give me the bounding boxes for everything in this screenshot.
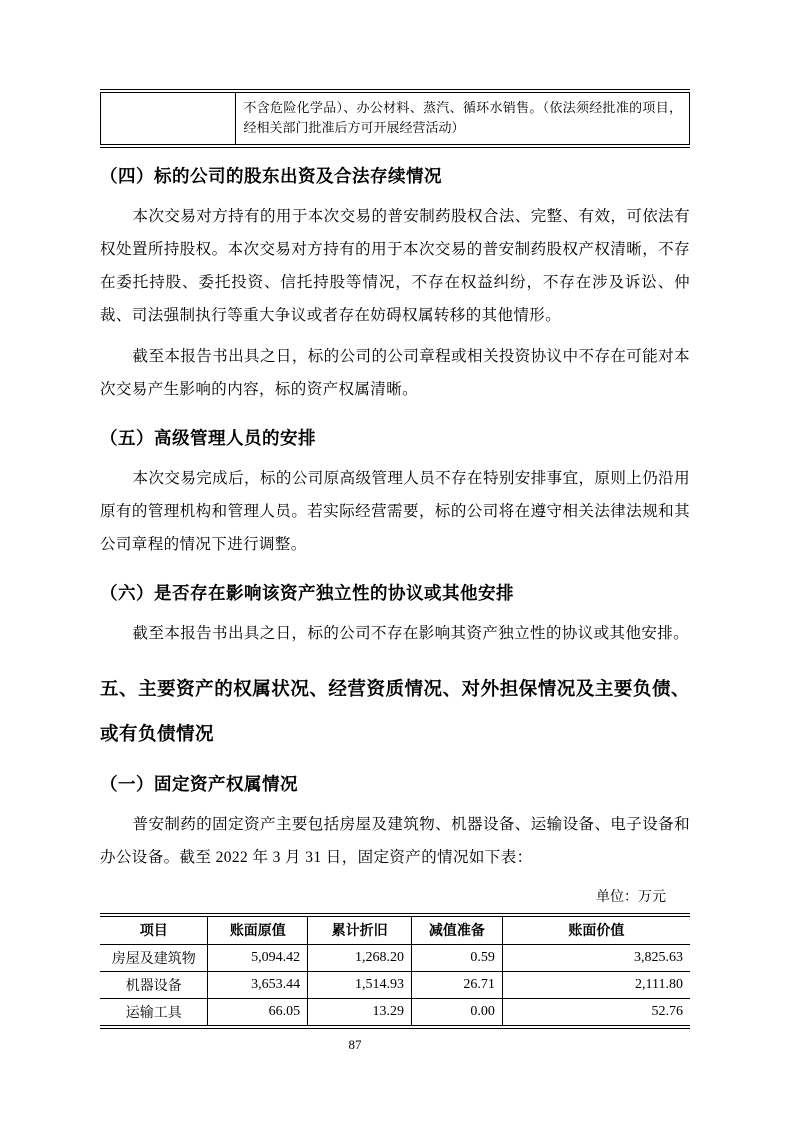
- cell-value: 3,825.63: [502, 944, 690, 971]
- table-header-row: [100, 915, 690, 944]
- subsection-1-paragraph-1: 普安制药的固定资产主要包括房屋及建筑物、机器设备、运输设备、电子设备和办公设备。截至 2022 年 3 月 31 日，固定资产的情况如下表：: [100, 816, 690, 866]
- column-header-impairment-provision: 减值准备: [412, 915, 503, 944]
- page-number: 87: [348, 1036, 362, 1052]
- page-content: [100, 0, 690, 1053]
- table-row: [100, 998, 690, 1027]
- business-scope-value-cell: 不含危险化学品）、办公材料、蒸汽、循环水销售。（依法须经批准的项目，经相关部门批准后方可开展经营活动）: [236, 91, 690, 146]
- cell-value: 0.00: [412, 998, 503, 1027]
- table-row: [100, 944, 690, 971]
- chapter-5-heading: 五、主要资产的权属状况、经营资质情况、对外担保情况及主要负债、或有负债情况: [100, 678, 690, 744]
- column-header-book-value: 账面价值: [502, 915, 690, 944]
- cell-category: 运输工具: [100, 998, 208, 1027]
- unit-note: 单位：万元: [596, 890, 666, 905]
- cell-value: 3,653.44: [208, 971, 308, 998]
- column-header-original-value: 账面原值: [208, 915, 308, 944]
- business-scope-label-cell: [101, 91, 236, 146]
- fixed-assets-table: [100, 913, 690, 1029]
- section-4-paragraph-1: 本次交易对方持有的用于本次交易的普安制药股权合法、完整、有效，可依法有权处置所持股权。本次交易对方持有的用于本次交易的普安制药股权产权清晰，不存在委托持股、委托投资、信托持股等情况，不存在权益纠纷，不存在涉及诉讼、仲裁、司法强制执行等重大争议或者存在妨碍权属转移的其他情形。: [100, 208, 690, 324]
- cell-value: 26.71: [412, 971, 503, 998]
- section-4-heading: （四）标的公司的股东出资及合法存续情况: [100, 166, 442, 186]
- business-scope-continuation-table: [100, 89, 690, 148]
- section-6-heading: （六）是否存在影响该资产独立性的协议或其他安排: [100, 583, 514, 603]
- cell-value: 66.05: [208, 998, 308, 1027]
- cell-value: 13.29: [308, 998, 412, 1027]
- cell-value: 5,094.42: [208, 944, 308, 971]
- section-5-heading: （五）高级管理人员的安排: [100, 428, 316, 448]
- section-6-paragraph-1: 截至本报告书出具之日，标的公司不存在影响其资产独立性的协议或其他安排。: [132, 625, 690, 642]
- subsection-1-heading: （一）固定资产权属情况: [100, 774, 298, 794]
- cell-value: 1,514.93: [308, 971, 412, 998]
- cell-value: 1,268.20: [308, 944, 412, 971]
- table-row: [100, 971, 690, 998]
- section-4-paragraph-2: 截至本报告书出具之日，标的公司的公司章程或相关投资协议中不存在可能对本次交易产生影响的内容，标的资产权属清晰。: [100, 348, 690, 398]
- column-header-item: 项目: [100, 915, 208, 944]
- cell-category: 机器设备: [100, 971, 208, 998]
- column-header-accumulated-depreciation: 累计折旧: [308, 915, 412, 944]
- cell-value: 0.59: [412, 944, 503, 971]
- cell-category: 房屋及建筑物: [100, 944, 208, 971]
- cell-value: 52.76: [502, 998, 690, 1027]
- table-row: [101, 91, 690, 146]
- section-5-paragraph-1: 本次交易完成后，标的公司原高级管理人员不存在特别安排事宜，原则上仍沿用原有的管理机构和管理人员。若实际经营需要，标的公司将在遵守相关法律法规和其公司章程的情况下进行调整。: [100, 470, 690, 553]
- cell-value: 2,111.80: [502, 971, 690, 998]
